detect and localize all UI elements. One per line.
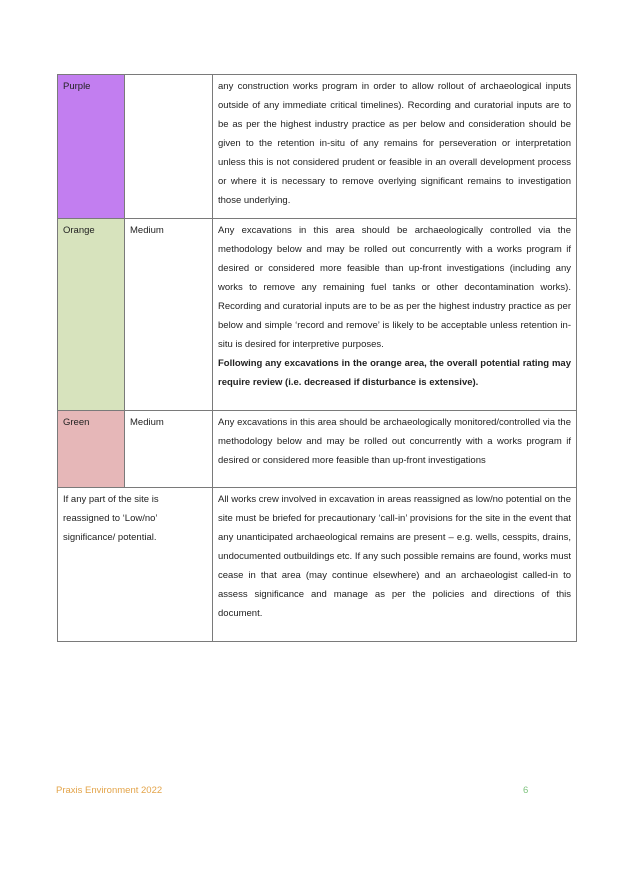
text-cell-orange	[213, 219, 577, 411]
footer-company: Praxis Environment 2022	[56, 785, 163, 796]
text-cell-low: All works crew involved in excavation in areas reassigned as low/no potential on the site must be briefed for precautionary ‘call-in’ provisions for the site in the event that any unanticipated archaeological remains are present – e.g. wells, cesspits, drains, undocumented outbuildings etc. If any such possible remains are found, works must cease in that area (may continue elsewhere) and an archaeologist called-in to assess significance and manage as per the policies and directions of this document.	[213, 488, 577, 642]
zone-cell-low: If any part of the site is reassigned to ‘Low/no’ significance/ potential.	[58, 488, 213, 642]
text-cell-purple: any construction works program in order to allow rollout of archaeological inputs outside of any immediate critical timelines). Recording and curatorial inputs are to be as per the highest industry practice as per below and consideration should be given to the retention in-situ of any remains for perseveration or interpretation unless this is not considered prudent or feasible in an overall development process or where it is necessary to remove overlying significant remains to investigation those underlying.	[213, 75, 577, 219]
zone-management-table	[57, 74, 577, 642]
orange-review-note: Following any excavations in the orange area, the overall potential rating may require review (i.e. decreased if disturbance is extensive).	[218, 358, 571, 388]
zone-cell-purple: Purple	[58, 75, 125, 219]
text-cell-green: Any excavations in this area should be archaeologically monitored/controlled via the methodology below and may be rolled out concurrently with a works program if desired or considered more feasible than up-front investigations	[213, 411, 577, 488]
orange-description: Any excavations in this area should be archaeologically controlled via the methodology below and may be rolled out concurrently with a works program if desired or considered more feasible than up-front investigations (including any works to remove any remaining fuel tanks or other decontamination works). Recording and curatorial inputs are to be as per the highest industry practice as per below and simple ‘record and remove’ is likely to be acceptable unless retention in-situ is desired for interpretive purposes.	[218, 225, 571, 350]
zone-cell-orange: Orange	[58, 219, 125, 411]
rating-cell-purple	[125, 75, 213, 219]
zone-cell-green: Green	[58, 411, 125, 488]
table-row-green	[58, 411, 577, 488]
rating-cell-orange: Medium	[125, 219, 213, 411]
table-row-low	[58, 488, 577, 642]
table-row-orange	[58, 219, 577, 411]
table-row-purple	[58, 75, 577, 219]
footer-page-number: 6	[523, 785, 529, 796]
rating-cell-green: Medium	[125, 411, 213, 488]
